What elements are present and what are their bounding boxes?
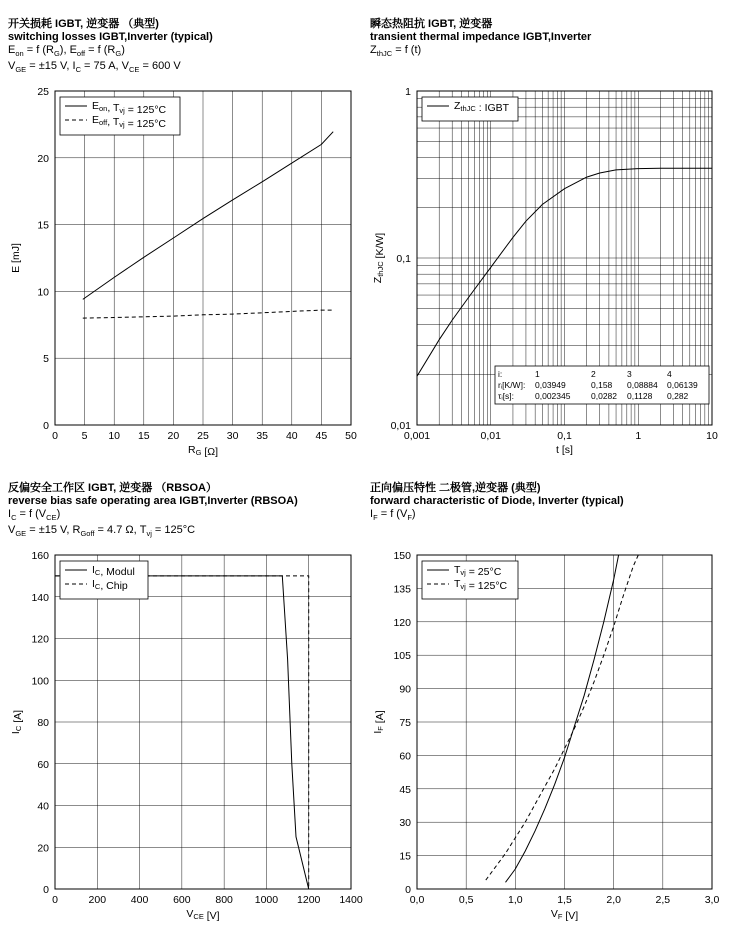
legend: [422, 561, 518, 599]
title-cn: 反偏安全工作区 IGBT, 逆变器 （RBSOA）: [8, 482, 218, 494]
y-tick-label: 120: [393, 616, 411, 629]
legend-entry-1: IC, Modul: [92, 564, 135, 578]
x-tick-label: 0: [52, 894, 58, 906]
legend: [422, 97, 518, 121]
x-tick-label: 1200: [297, 894, 321, 906]
x-tick-label: 3,0: [704, 894, 720, 906]
parameter-table: [495, 366, 709, 404]
table-cell: i:: [498, 369, 503, 379]
x-tick-label: 1: [635, 430, 642, 442]
table-cell: 0,282: [667, 391, 689, 401]
y-axis-label: E [mJ]: [10, 243, 22, 273]
y-tick-label: 160: [31, 550, 49, 562]
legend-entry-1: Eon, Tvj = 125°C: [92, 100, 167, 116]
title-en: switching losses IGBT,Inverter (typical): [8, 31, 213, 43]
x-tick-label: 2,5: [655, 894, 671, 906]
x-axis-label: t [s]: [556, 444, 573, 456]
series-line-1: [506, 555, 619, 882]
conditions-line: $V_{GE} = \pm 15$ V, $R_{Goff} = 4.7$ Ω, $T_{vj} = 125^\circ C$: [8, 524, 196, 539]
table-cell: 0,03949: [535, 380, 566, 390]
legend-entry-2: IC, Chip: [92, 578, 128, 592]
y-tick-label: 90: [399, 683, 411, 696]
legend-entry-2: Eoff, Tvj = 125°C: [92, 114, 166, 130]
x-tick-label: 0: [52, 430, 58, 442]
grid: [55, 555, 351, 889]
y-tick-label: 20: [37, 842, 49, 855]
x-tick-label: 0,01: [480, 430, 501, 442]
chart-2: [372, 86, 718, 456]
y-tick-label: 60: [37, 758, 49, 771]
x-tick-label: 10: [108, 430, 121, 442]
y-tick-label: 80: [37, 717, 49, 729]
y-tick-label: 0,01: [390, 420, 411, 432]
x-tick-label: 25: [197, 430, 209, 442]
series-line-2: [83, 310, 333, 318]
x-tick-label: 600: [173, 894, 191, 906]
table-cell: 0,0282: [591, 391, 617, 401]
y-tick-label: 45: [399, 783, 411, 796]
x-tick-label: 15: [137, 430, 150, 442]
x-tick-label: 1,0: [508, 894, 523, 906]
y-tick-label: 0,1: [396, 253, 411, 265]
x-tick-label: 10: [706, 430, 718, 442]
y-tick-label: 0: [43, 884, 49, 896]
table-cell: 1: [535, 369, 540, 379]
y-tick-label: 135: [393, 583, 411, 596]
y-tick-label: 105: [393, 650, 411, 663]
y-tick-label: 1: [405, 86, 411, 98]
formula-line: $I_F = f$ $(V_F)$: [370, 508, 416, 523]
y-tick-label: 10: [37, 286, 49, 299]
y-tick-label: 120: [31, 633, 49, 646]
x-tick-label: 5: [81, 430, 88, 442]
series-line-2: [486, 555, 639, 880]
x-tick-label: 0,001: [403, 430, 431, 442]
table-cell: rᵢ[K/W]:: [498, 380, 526, 390]
table-cell: 4: [667, 369, 672, 379]
y-tick-label: 30: [399, 817, 411, 830]
table-cell: 3: [627, 369, 632, 379]
title-en: transient thermal impedance IGBT,Inverter: [370, 31, 592, 43]
x-tick-label: 35: [256, 430, 269, 442]
y-tick-label: 0: [405, 884, 411, 896]
x-axis-label: VF [V]: [550, 908, 579, 922]
table-cell: 0,06139: [667, 380, 698, 390]
table-cell: 0,1128: [627, 391, 653, 401]
series-line-1: [83, 132, 333, 300]
formula-line: $E_{on} = f$ $(R_G)$, $E_{off} = f$ $(R_G)$: [8, 44, 125, 59]
legend: [60, 561, 148, 599]
x-tick-label: 2,0: [606, 894, 621, 906]
x-tick-label: 45: [315, 430, 328, 442]
legend: [60, 97, 180, 135]
legend-entry-1: Tvj = 25°C: [454, 564, 502, 578]
title-cn: 瞬态热阻抗 IGBT, 逆变器: [370, 18, 493, 30]
table-cell: 0,002345: [535, 391, 571, 401]
chart-3: [10, 550, 363, 922]
y-tick-label: 60: [399, 750, 411, 763]
y-tick-label: 15: [37, 219, 49, 232]
x-tick-label: 40: [285, 430, 298, 442]
x-tick-label: 200: [88, 894, 107, 906]
chart-4: [372, 550, 719, 922]
x-tick-label: 20: [167, 430, 180, 442]
x-tick-label: 400: [130, 894, 149, 906]
x-tick-label: 0,1: [557, 430, 572, 442]
y-tick-label: 15: [399, 850, 411, 863]
table-cell: 0,158: [591, 380, 613, 390]
x-axis-label: VCE [V]: [186, 908, 220, 922]
y-tick-label: 5: [43, 353, 49, 366]
x-tick-label: 1400: [339, 894, 363, 906]
x-tick-label: 50: [345, 430, 357, 442]
y-tick-label: 140: [31, 591, 49, 604]
y-tick-label: 75: [399, 717, 411, 729]
conditions-line: $V_{GE} = \pm 15$ V, $I_C = 75$ A, $V_{CE} = 600$ V: [8, 60, 181, 75]
y-axis-label: ZthJC [K/W]: [372, 232, 386, 284]
legend-entry-1: ZthJC : IGBT: [454, 100, 510, 114]
grid: [55, 91, 351, 425]
y-tick-label: 100: [31, 675, 49, 688]
x-tick-label: 800: [215, 894, 233, 906]
table-cell: 0,08884: [627, 380, 658, 390]
y-tick-label: 20: [37, 152, 49, 165]
x-tick-label: 30: [226, 430, 239, 442]
table-cell: τᵢ[s]:: [498, 391, 515, 401]
y-axis-label: IC [A]: [10, 709, 24, 735]
title-cn: 正向偏压特性 二极管,逆变器 (典型): [370, 482, 541, 494]
chart-1: [10, 86, 357, 458]
y-tick-label: 150: [393, 550, 411, 562]
formula-line: $I_C = f$ $(V_{CE})$: [8, 508, 61, 523]
legend-entry-2: Tvj = 125°C: [454, 578, 508, 592]
grid: [417, 555, 712, 889]
y-tick-label: 25: [37, 86, 49, 98]
x-tick-label: 0,0: [409, 894, 425, 906]
y-tick-label: 0: [43, 420, 49, 432]
x-axis-label: RG [Ω]: [187, 444, 219, 458]
x-tick-label: 1000: [254, 894, 279, 906]
x-tick-label: 1,5: [557, 894, 572, 906]
table-cell: 2: [591, 369, 596, 379]
title-en: reverse bias safe operating area IGBT,Inverter (RBSOA): [8, 495, 298, 507]
x-tick-label: 0,5: [458, 894, 474, 906]
y-axis-label: IF [A]: [372, 710, 386, 734]
title-en: forward characteristic of Diode, Inverter (typical): [370, 495, 624, 507]
y-tick-label: 40: [37, 800, 49, 813]
formula-line: $Z_{thJC} = f$ (t): [370, 44, 422, 59]
title-cn: 开关损耗 IGBT, 逆变器 （典型): [8, 18, 159, 30]
